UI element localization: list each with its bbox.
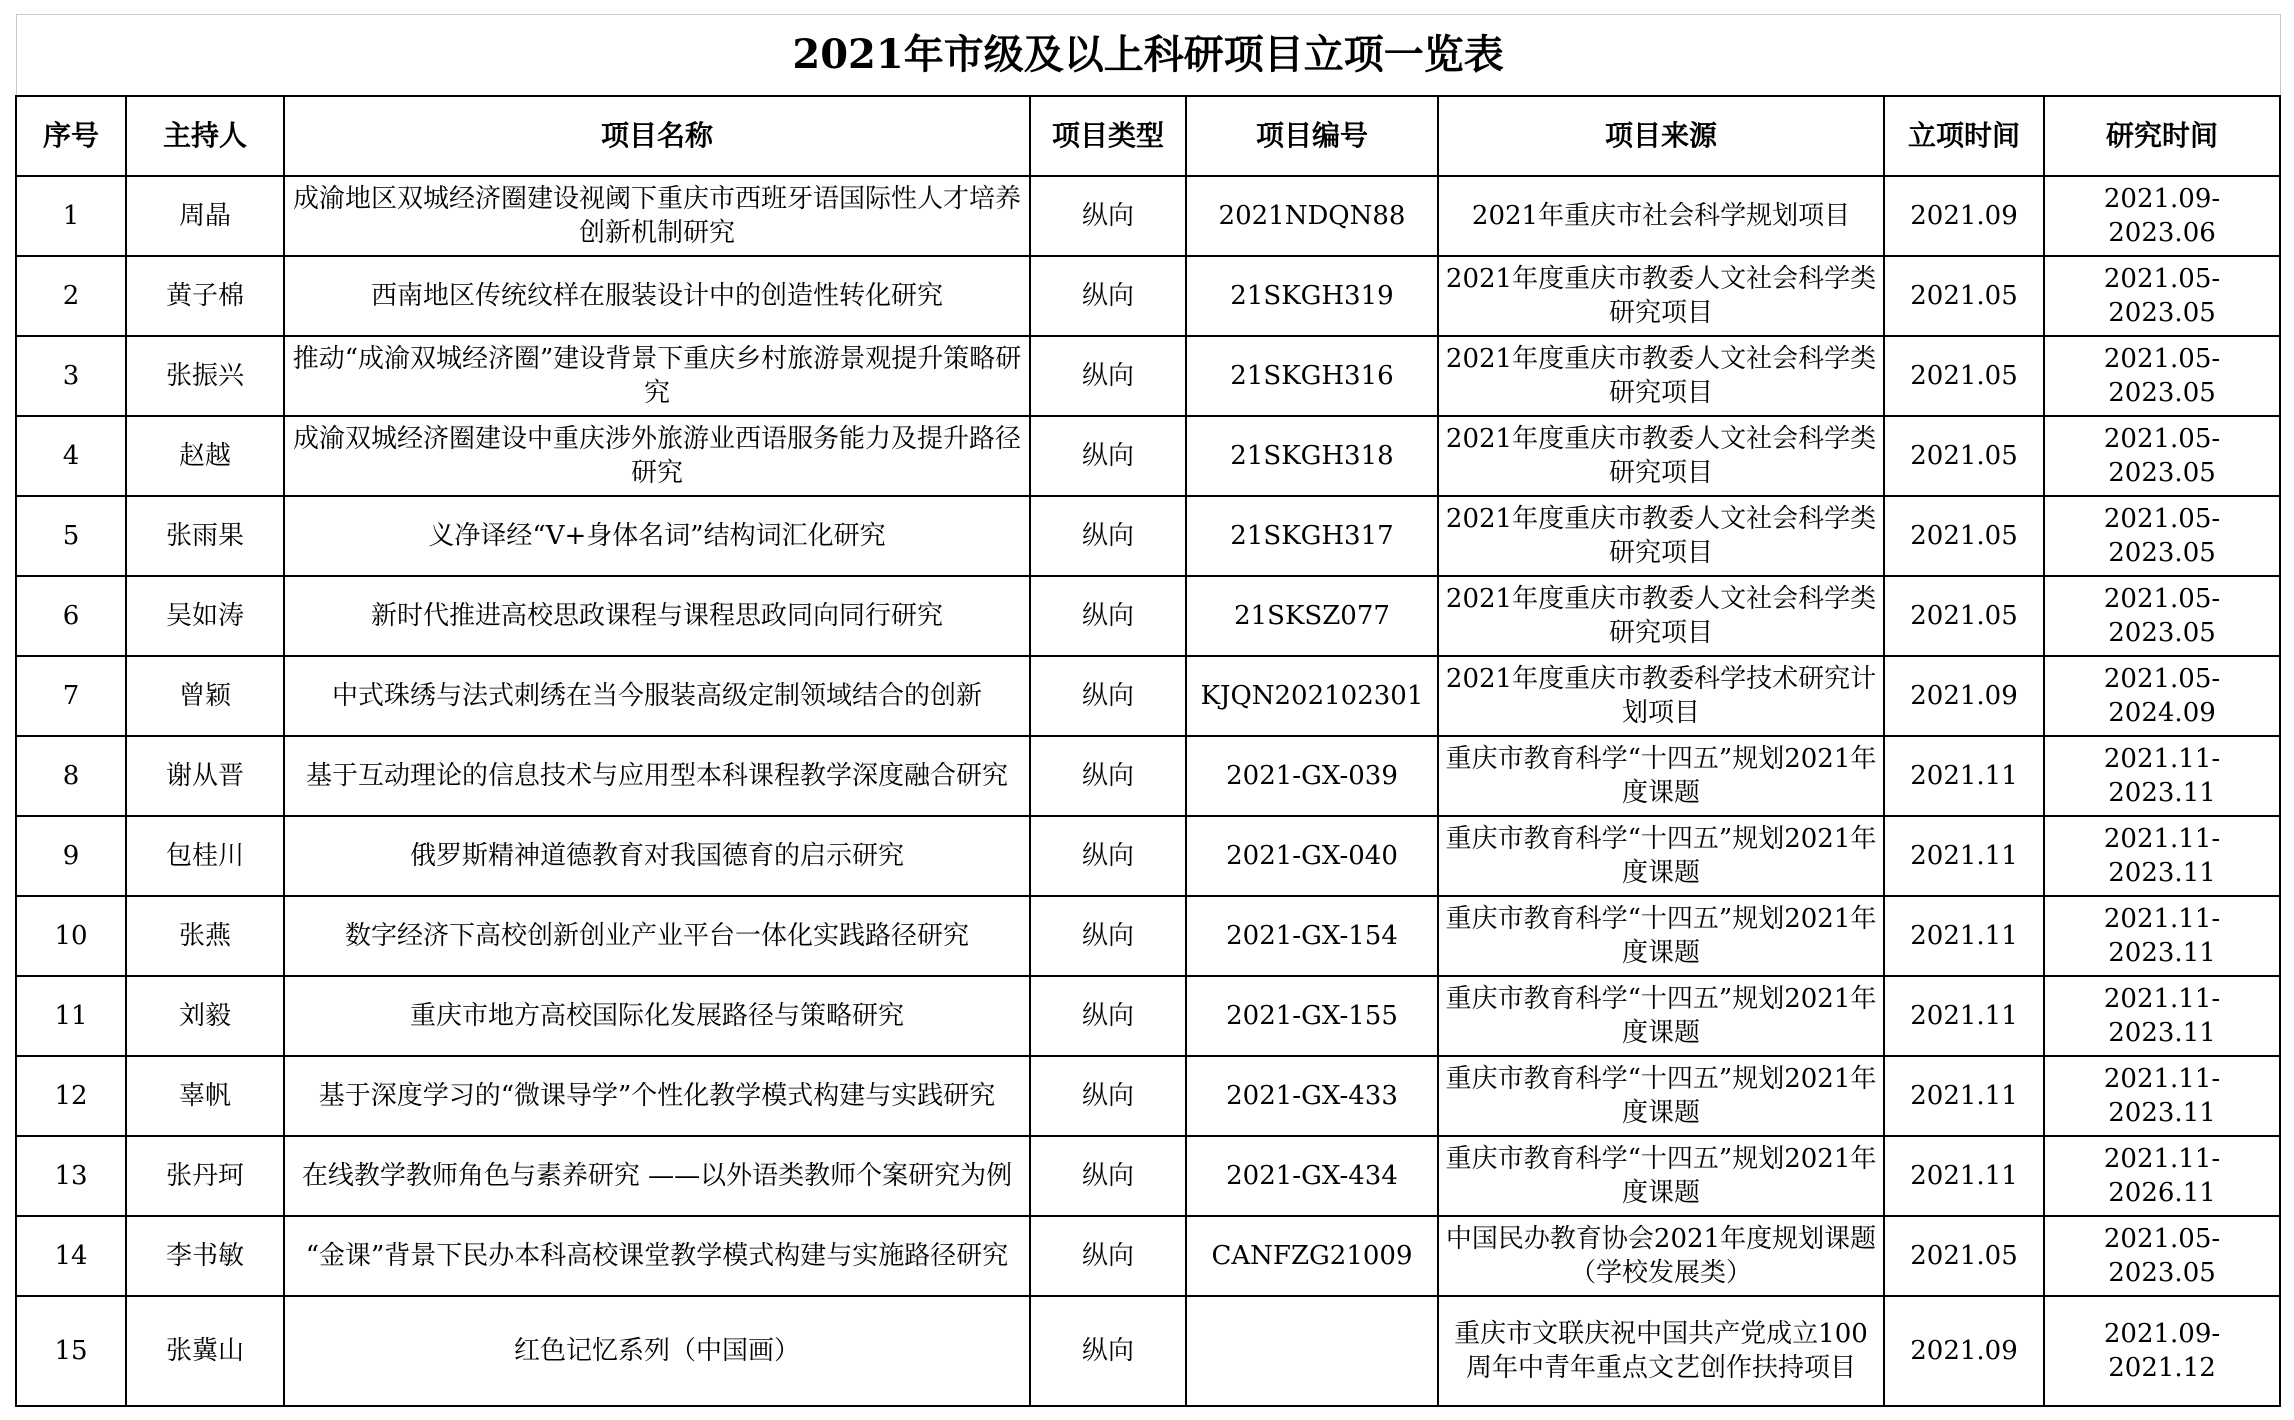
cell-host: 刘毅 bbox=[126, 976, 284, 1056]
cell-research-period: 2021.05-2023.05 bbox=[2044, 416, 2280, 496]
spreadsheet bbox=[15, 14, 2279, 1407]
cell-research-period: 2021.11-2023.11 bbox=[2044, 816, 2280, 896]
cell-project-type: 纵向 bbox=[1030, 896, 1186, 976]
cell-no: 5 bbox=[16, 496, 126, 576]
cell-project-type: 纵向 bbox=[1030, 656, 1186, 736]
header-project-source: 项目来源 bbox=[1438, 96, 1884, 176]
cell-approval-date: 2021.11 bbox=[1884, 896, 2044, 976]
cell-research-period: 2021.09-2021.12 bbox=[2044, 1296, 2280, 1406]
cell-project-source: 重庆市教育科学“十四五”规划2021年度课题 bbox=[1438, 736, 1884, 816]
cell-project-code: 2021-GX-039 bbox=[1186, 736, 1438, 816]
cell-project-name: 数字经济下高校创新创业产业平台一体化实践路径研究 bbox=[284, 896, 1030, 976]
header-row bbox=[16, 96, 2280, 176]
table-row bbox=[16, 736, 2280, 816]
cell-project-source: 2021年度重庆市教委人文社会科学类研究项目 bbox=[1438, 336, 1884, 416]
cell-project-code: 2021-GX-155 bbox=[1186, 976, 1438, 1056]
cell-project-type: 纵向 bbox=[1030, 416, 1186, 496]
cell-approval-date: 2021.05 bbox=[1884, 336, 2044, 416]
cell-no: 13 bbox=[16, 1136, 126, 1216]
header-no: 序号 bbox=[16, 96, 126, 176]
cell-project-name: 中式珠绣与法式刺绣在当今服装高级定制领域结合的创新 bbox=[284, 656, 1030, 736]
cell-no: 1 bbox=[16, 176, 126, 256]
table-row bbox=[16, 336, 2280, 416]
cell-research-period: 2021.05-2023.05 bbox=[2044, 576, 2280, 656]
cell-no: 14 bbox=[16, 1216, 126, 1296]
cell-project-type: 纵向 bbox=[1030, 1296, 1186, 1406]
cell-project-code: 2021-GX-433 bbox=[1186, 1056, 1438, 1136]
cell-project-source: 2021年度重庆市教委人文社会科学类研究项目 bbox=[1438, 576, 1884, 656]
cell-project-type: 纵向 bbox=[1030, 1056, 1186, 1136]
header-approval-date: 立项时间 bbox=[1884, 96, 2044, 176]
cell-no: 3 bbox=[16, 336, 126, 416]
cell-project-source: 重庆市教育科学“十四五”规划2021年度课题 bbox=[1438, 1056, 1884, 1136]
cell-project-name: 义净译经“V+身体名词”结构词汇化研究 bbox=[284, 496, 1030, 576]
cell-no: 10 bbox=[16, 896, 126, 976]
cell-project-name: 红色记忆系列（中国画） bbox=[284, 1296, 1030, 1406]
cell-project-source: 2021年度重庆市教委人文社会科学类研究项目 bbox=[1438, 416, 1884, 496]
table-row bbox=[16, 896, 2280, 976]
header-host: 主持人 bbox=[126, 96, 284, 176]
cell-no: 8 bbox=[16, 736, 126, 816]
cell-project-type: 纵向 bbox=[1030, 256, 1186, 336]
cell-project-code: 2021-GX-434 bbox=[1186, 1136, 1438, 1216]
cell-research-period: 2021.11-2023.11 bbox=[2044, 736, 2280, 816]
cell-project-source: 重庆市教育科学“十四五”规划2021年度课题 bbox=[1438, 816, 1884, 896]
cell-host: 黄子棉 bbox=[126, 256, 284, 336]
table-row bbox=[16, 416, 2280, 496]
cell-no: 9 bbox=[16, 816, 126, 896]
cell-approval-date: 2021.09 bbox=[1884, 1296, 2044, 1406]
cell-research-period: 2021.09-2023.06 bbox=[2044, 176, 2280, 256]
cell-host: 周晶 bbox=[126, 176, 284, 256]
cell-research-period: 2021.11-2023.11 bbox=[2044, 896, 2280, 976]
cell-project-type: 纵向 bbox=[1030, 176, 1186, 256]
cell-project-name: 成渝地区双城经济圈建设视阈下重庆市西班牙语国际性人才培养创新机制研究 bbox=[284, 176, 1030, 256]
cell-no: 7 bbox=[16, 656, 126, 736]
table-body bbox=[16, 176, 2280, 1406]
cell-approval-date: 2021.11 bbox=[1884, 1136, 2044, 1216]
cell-project-source: 2021年度重庆市教委科学技术研究计划项目 bbox=[1438, 656, 1884, 736]
cell-host: 辜帆 bbox=[126, 1056, 284, 1136]
cell-host: 张振兴 bbox=[126, 336, 284, 416]
cell-research-period: 2021.05-2024.09 bbox=[2044, 656, 2280, 736]
cell-approval-date: 2021.11 bbox=[1884, 976, 2044, 1056]
table-row bbox=[16, 256, 2280, 336]
table-row bbox=[16, 496, 2280, 576]
cell-research-period: 2021.05-2023.05 bbox=[2044, 496, 2280, 576]
cell-project-name: 推动“成渝双城经济圈”建设背景下重庆乡村旅游景观提升策略研究 bbox=[284, 336, 1030, 416]
cell-approval-date: 2021.05 bbox=[1884, 496, 2044, 576]
cell-no: 2 bbox=[16, 256, 126, 336]
cell-project-code: 21SKGH317 bbox=[1186, 496, 1438, 576]
table-row bbox=[16, 176, 2280, 256]
cell-approval-date: 2021.11 bbox=[1884, 816, 2044, 896]
cell-host: 赵越 bbox=[126, 416, 284, 496]
cell-host: 李书敏 bbox=[126, 1216, 284, 1296]
cell-project-type: 纵向 bbox=[1030, 976, 1186, 1056]
cell-project-code: 21SKGH319 bbox=[1186, 256, 1438, 336]
project-table bbox=[15, 14, 2281, 1407]
cell-approval-date: 2021.11 bbox=[1884, 736, 2044, 816]
cell-project-name: 新时代推进高校思政课程与课程思政同向同行研究 bbox=[284, 576, 1030, 656]
cell-no: 15 bbox=[16, 1296, 126, 1406]
table-row bbox=[16, 976, 2280, 1056]
cell-project-source: 中国民办教育协会2021年度规划课题（学校发展类） bbox=[1438, 1216, 1884, 1296]
cell-research-period: 2021.05-2023.05 bbox=[2044, 256, 2280, 336]
cell-project-name: 在线教学教师角色与素养研究 ——以外语类教师个案研究为例 bbox=[284, 1136, 1030, 1216]
cell-no: 4 bbox=[16, 416, 126, 496]
cell-research-period: 2021.11-2023.11 bbox=[2044, 1056, 2280, 1136]
cell-project-source: 重庆市教育科学“十四五”规划2021年度课题 bbox=[1438, 976, 1884, 1056]
cell-project-source: 重庆市教育科学“十四五”规划2021年度课题 bbox=[1438, 896, 1884, 976]
cell-project-code: 21SKSZ077 bbox=[1186, 576, 1438, 656]
cell-project-source: 重庆市教育科学“十四五”规划2021年度课题 bbox=[1438, 1136, 1884, 1216]
cell-approval-date: 2021.05 bbox=[1884, 576, 2044, 656]
cell-project-code: 2021-GX-154 bbox=[1186, 896, 1438, 976]
header-research-period: 研究时间 bbox=[2044, 96, 2280, 176]
cell-host: 张雨果 bbox=[126, 496, 284, 576]
cell-no: 11 bbox=[16, 976, 126, 1056]
cell-project-name: 西南地区传统纹样在服装设计中的创造性转化研究 bbox=[284, 256, 1030, 336]
cell-project-code: 2021NDQN88 bbox=[1186, 176, 1438, 256]
cell-approval-date: 2021.05 bbox=[1884, 256, 2044, 336]
header-project-name: 项目名称 bbox=[284, 96, 1030, 176]
table-row bbox=[16, 816, 2280, 896]
table-row bbox=[16, 656, 2280, 736]
cell-project-type: 纵向 bbox=[1030, 576, 1186, 656]
cell-host: 张燕 bbox=[126, 896, 284, 976]
table-row bbox=[16, 1296, 2280, 1406]
cell-project-code: KJQN202102301 bbox=[1186, 656, 1438, 736]
cell-project-source: 2021年度重庆市教委人文社会科学类研究项目 bbox=[1438, 256, 1884, 336]
cell-project-type: 纵向 bbox=[1030, 1216, 1186, 1296]
cell-project-code: 21SKGH316 bbox=[1186, 336, 1438, 416]
header-project-code: 项目编号 bbox=[1186, 96, 1438, 176]
cell-host: 谢从晋 bbox=[126, 736, 284, 816]
cell-project-name: 重庆市地方高校国际化发展路径与策略研究 bbox=[284, 976, 1030, 1056]
cell-project-code bbox=[1186, 1296, 1438, 1406]
cell-project-code: 21SKGH318 bbox=[1186, 416, 1438, 496]
cell-host: 张冀山 bbox=[126, 1296, 284, 1406]
cell-no: 6 bbox=[16, 576, 126, 656]
cell-approval-date: 2021.11 bbox=[1884, 1056, 2044, 1136]
cell-project-type: 纵向 bbox=[1030, 496, 1186, 576]
cell-research-period: 2021.11-2023.11 bbox=[2044, 976, 2280, 1056]
header-project-type: 项目类型 bbox=[1030, 96, 1186, 176]
cell-research-period: 2021.05-2023.05 bbox=[2044, 1216, 2280, 1296]
cell-project-code: CANFZG21009 bbox=[1186, 1216, 1438, 1296]
cell-project-source: 2021年度重庆市教委人文社会科学类研究项目 bbox=[1438, 496, 1884, 576]
cell-project-name: 基于深度学习的“微课导学”个性化教学模式构建与实践研究 bbox=[284, 1056, 1030, 1136]
cell-host: 吴如涛 bbox=[126, 576, 284, 656]
cell-project-source: 重庆市文联庆祝中国共产党成立100周年中青年重点文艺创作扶持项目 bbox=[1438, 1296, 1884, 1406]
cell-project-type: 纵向 bbox=[1030, 736, 1186, 816]
cell-host: 包桂川 bbox=[126, 816, 284, 896]
cell-approval-date: 2021.05 bbox=[1884, 416, 2044, 496]
cell-approval-date: 2021.09 bbox=[1884, 656, 2044, 736]
cell-approval-date: 2021.05 bbox=[1884, 1216, 2044, 1296]
cell-project-name: 俄罗斯精神道德教育对我国德育的启示研究 bbox=[284, 816, 1030, 896]
table-row bbox=[16, 576, 2280, 656]
cell-project-name: 成渝双城经济圈建设中重庆涉外旅游业西语服务能力及提升路径研究 bbox=[284, 416, 1030, 496]
cell-no: 12 bbox=[16, 1056, 126, 1136]
table-row bbox=[16, 1056, 2280, 1136]
cell-approval-date: 2021.09 bbox=[1884, 176, 2044, 256]
cell-research-period: 2021.05-2023.05 bbox=[2044, 336, 2280, 416]
cell-project-type: 纵向 bbox=[1030, 336, 1186, 416]
cell-project-type: 纵向 bbox=[1030, 1136, 1186, 1216]
cell-project-code: 2021-GX-040 bbox=[1186, 816, 1438, 896]
cell-research-period: 2021.11-2026.11 bbox=[2044, 1136, 2280, 1216]
cell-project-source: 2021年重庆市社会科学规划项目 bbox=[1438, 176, 1884, 256]
cell-project-type: 纵向 bbox=[1030, 816, 1186, 896]
table-title: 2021年市级及以上科研项目立项一览表 bbox=[16, 15, 2280, 97]
cell-host: 张丹珂 bbox=[126, 1136, 284, 1216]
table-row bbox=[16, 1216, 2280, 1296]
cell-project-name: 基于互动理论的信息技术与应用型本科课程教学深度融合研究 bbox=[284, 736, 1030, 816]
cell-host: 曾颖 bbox=[126, 656, 284, 736]
table-row bbox=[16, 1136, 2280, 1216]
cell-project-name: “金课”背景下民办本科高校课堂教学模式构建与实施路径研究 bbox=[284, 1216, 1030, 1296]
